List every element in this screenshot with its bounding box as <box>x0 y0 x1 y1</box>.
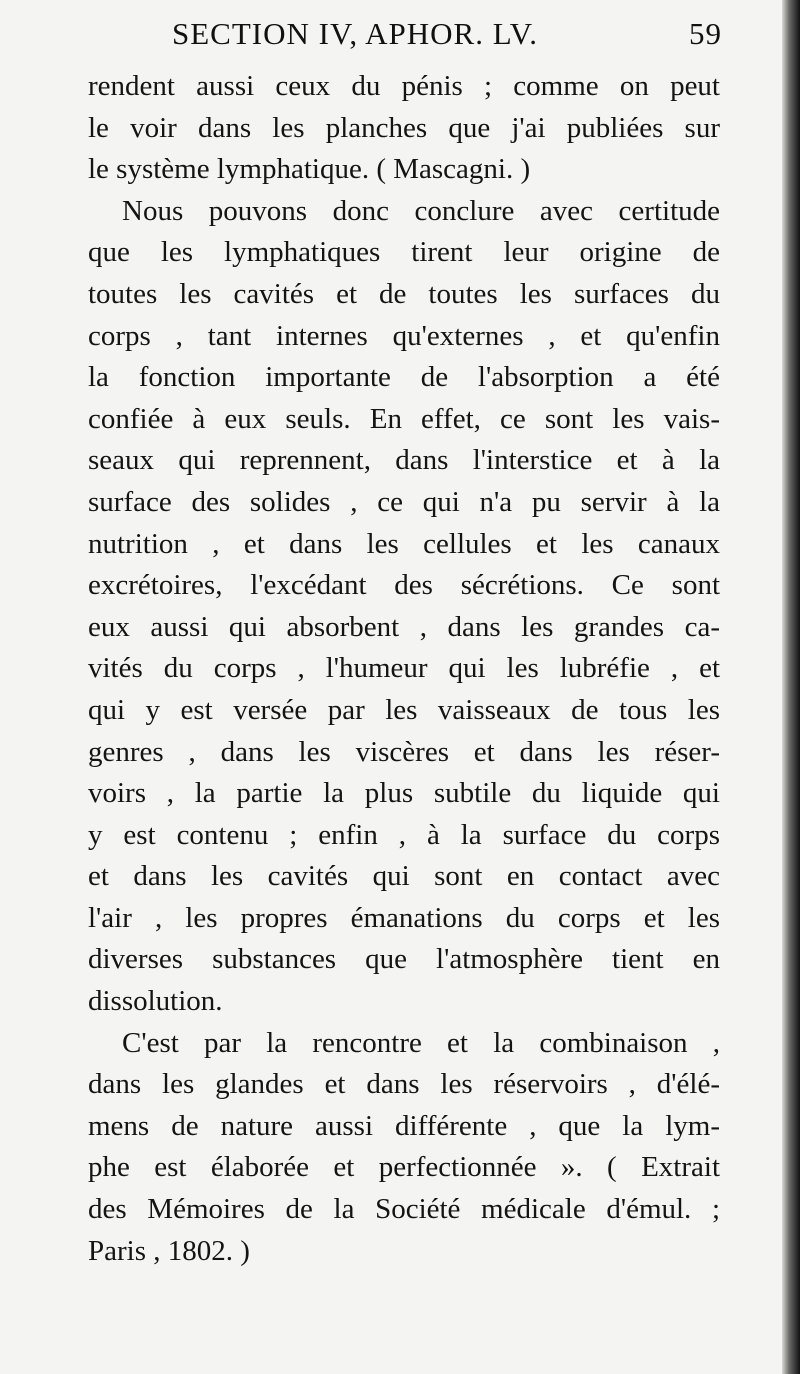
text-line: dans les glandes et dans les réservoirs , d'élé- <box>88 1068 720 1101</box>
text-line: C'est par la rencontre et la combinaison , <box>122 1026 720 1059</box>
text-line: mens de nature aussi différente , que la lym- <box>88 1109 720 1142</box>
text-line: diverses substances que l'atmosphère tient en <box>88 943 720 976</box>
text-line: l'air , les propres émanations du corps et les <box>88 901 720 934</box>
text-line: et dans les cavités qui sont en contact avec <box>88 860 720 893</box>
page-number: 59 <box>689 16 722 51</box>
body-text <box>88 66 720 1272</box>
text-line: nutrition , et dans les cellules et les canaux <box>88 527 720 560</box>
text-line: toutes les cavités et de toutes les surfaces du <box>88 277 720 310</box>
text-line: que les lymphatiques tirent leur origine de <box>88 236 720 269</box>
text-line: voirs , la partie la plus subtile du liquide qui <box>88 777 720 810</box>
text-line: eux aussi qui absorbent , dans les grandes ca- <box>88 610 720 643</box>
text-line: des Mémoires de la Société médicale d'émul. ; <box>88 1193 720 1226</box>
text-line: le voir dans les planches que j'ai publiées sur <box>88 111 720 144</box>
text-line: le système lymphatique. ( Mascagni. ) <box>88 153 531 186</box>
text-line: y est contenu ; enfin , à la surface du corps <box>88 818 720 851</box>
text-line: excrétoires, l'excédant des sécrétions. Ce sont <box>88 569 720 602</box>
section-title: SECTION IV, APHOR. LV. <box>172 16 538 51</box>
text-line: Nous pouvons donc conclure avec certitude <box>122 194 720 227</box>
text-line: la fonction importante de l'absorption a été <box>88 361 720 394</box>
text-line: corps , tant internes qu'externes , et qu'enfin <box>88 319 720 352</box>
text-line: rendent aussi ceux du pénis ; comme on peut <box>88 70 720 102</box>
text-line: phe est élaborée et perfectionnée ». ( Extrait <box>88 1151 720 1184</box>
text-line: qui y est versée par les vaisseaux de tous les <box>88 693 720 726</box>
page-edge-shadow <box>782 0 800 1374</box>
text-line: dissolution. <box>88 985 223 1018</box>
running-head <box>90 12 722 60</box>
text-line: seaux qui reprennent, dans l'interstice et à la <box>88 444 720 477</box>
text-line: vités du corps , l'humeur qui les lubréfie , et <box>88 652 720 685</box>
text-line: confiée à eux seuls. En effet, ce sont les vais- <box>88 402 720 435</box>
text-line: surface des solides , ce qui n'a pu servir à la <box>88 485 720 518</box>
text-line: Paris , 1802. ) <box>88 1234 250 1267</box>
text-line: genres , dans les viscères et dans les réser- <box>88 735 720 768</box>
